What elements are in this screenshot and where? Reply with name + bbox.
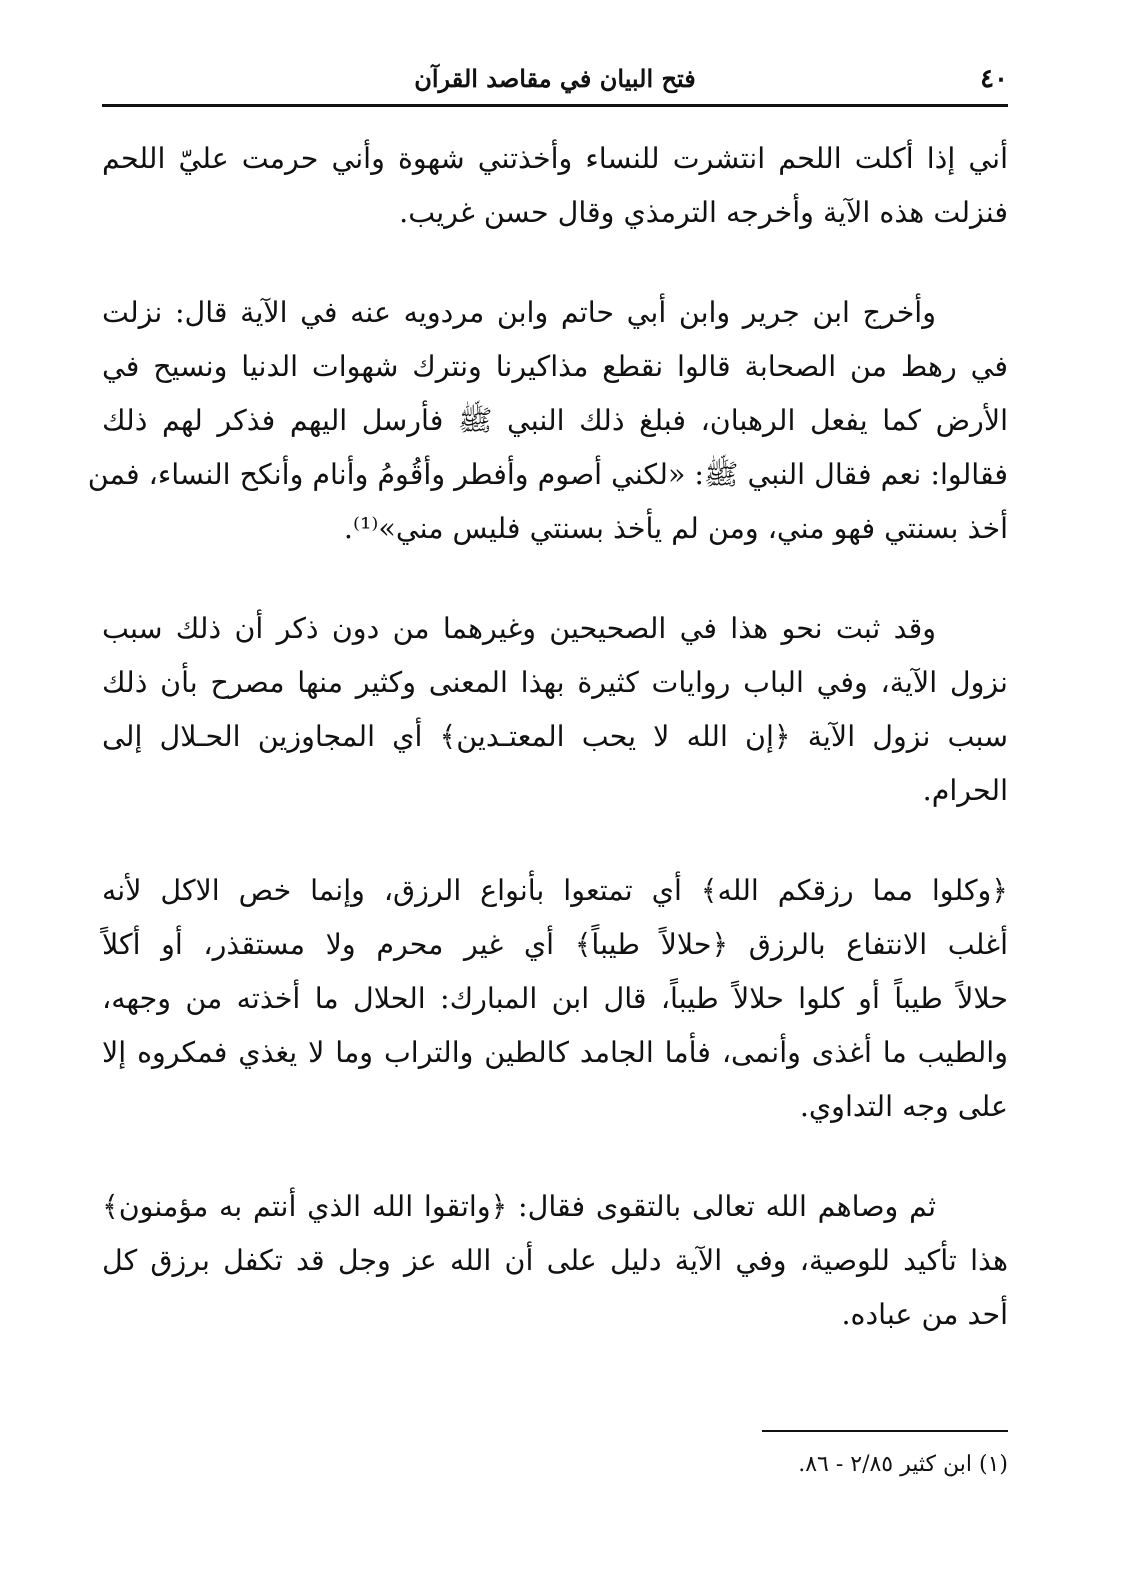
text-line: الحرام. xyxy=(922,774,1008,807)
text-line: الأرض كما يفعل الرهبان، فبلغ ذلك النبي ﷺ فأرسل اليهم فذكر لهم ذلك xyxy=(102,404,1008,437)
paragraph-5 xyxy=(102,1180,1008,1342)
text-line: نزول الآية، وفي الباب روايات كثيرة بهذا المعنى وكثير منها مصرح بأن ذلك xyxy=(102,666,1008,699)
page-header xyxy=(102,58,1008,102)
text-line: ﴿وكلوا مما رزقكم الله﴾ أي تمتعوا بأنواع الرزق، وإنما خص الاكل لأنه xyxy=(102,874,1008,907)
running-title: فتح البيان في مقاصد القرآن xyxy=(414,64,696,93)
text-line: أني إذا أكلت اللحم انتشرت للنساء وأخذتني شهوة وأني حرمت عليّ اللحم xyxy=(102,142,1008,175)
text-line: أخذ بسنتي فهو مني، ومن لم يأخذ بسنتي فليس مني»⁽¹⁾. xyxy=(343,512,1008,545)
paragraph-3 xyxy=(102,602,1008,818)
paragraph-4 xyxy=(102,864,1008,1134)
header-rule xyxy=(102,104,1008,107)
text-line: ثم وصاهم الله تعالى بالتقوى فقال: ﴿واتقوا الله الذي أنتم به مؤمنون﴾ xyxy=(102,1190,936,1223)
footnote-rule xyxy=(762,1430,1008,1432)
text-line: وقد ثبت نحو هذا في الصحيحين وغيرهما من دون ذكر أن ذلك سبب xyxy=(102,612,936,645)
text-line: وأخرج ابن جرير وابن أبي حاتم وابن مردويه عنه في الآية قال: نزلت xyxy=(102,296,936,329)
text-line: حلالاً طيباً أو كلوا حلالاً طيباً، قال ابن المبارك: الحلال ما أخذته من وجهه، xyxy=(102,982,1008,1015)
body-text xyxy=(87,132,1008,1342)
text-line: فنزلت هذه الآية وأخرجه الترمذي وقال حسن غريب. xyxy=(399,196,1008,229)
text-line: على وجه التداوي. xyxy=(799,1090,1008,1123)
text-line: هذا تأكيد للوصية، وفي الآية دليل على أن الله عز وجل قد تكفل برزق كل xyxy=(102,1244,1008,1277)
text-line: سبب نزول الآية ﴿إن الله لا يحب المعتـدين﴾ أي المجاوزين الحـلال إلى xyxy=(102,720,1008,753)
text-line: فقالوا: نعم فقال النبي ﷺ: «لكني أصوم وأفطر وأقُومُ وأنام وأنكح النساء، فمن xyxy=(87,458,1008,491)
text-line: أغلب الانتفاع بالرزق ﴿حلالاً طيباً﴾ أي غير محرم ولا مستقذر، أو أكلاً xyxy=(102,928,1008,961)
page-number: ٤٠ xyxy=(980,64,1008,94)
paragraph-2 xyxy=(87,286,1008,556)
footnote: (١) ابن كثير ٢/٨٥ - ٨٦. xyxy=(798,1452,1008,1477)
text-line: والطيب ما أغذى وأنمى، فأما الجامد كالطين والتراب وما لا يغذي فمكروه إلا xyxy=(102,1036,1008,1069)
paragraph-1 xyxy=(102,132,1008,240)
text-line: أحد من عباده. xyxy=(841,1298,1008,1331)
text-line: في رهط من الصحابة قالوا نقطع مذاكيرنا ونترك شهوات الدنيا ونسيح في xyxy=(102,350,1008,383)
